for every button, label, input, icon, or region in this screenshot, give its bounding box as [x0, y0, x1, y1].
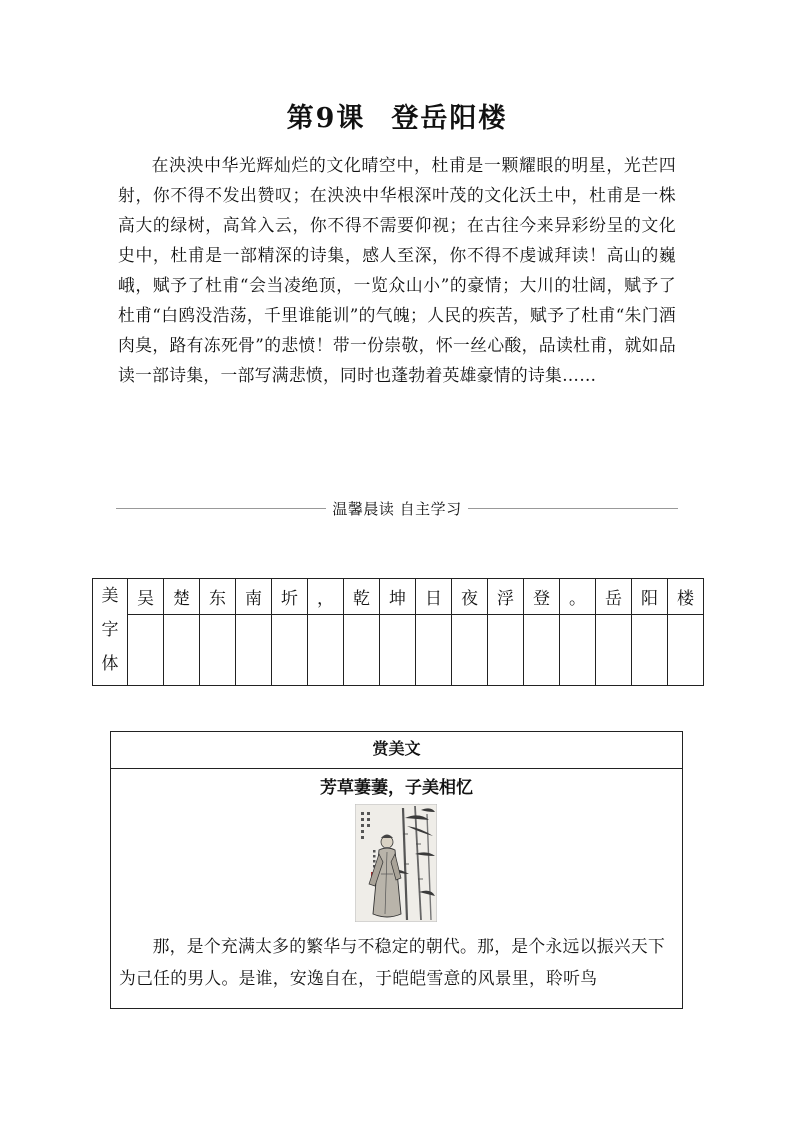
- divider-line-left: [116, 508, 326, 509]
- character-cell: 夜: [452, 579, 488, 615]
- character-cell: 登: [524, 579, 560, 615]
- calligraphy-practice-table: [92, 578, 704, 686]
- du-fu-portrait-image: [355, 804, 437, 922]
- lesson-name: 登岳阳楼: [391, 103, 508, 134]
- practice-cell[interactable]: [632, 615, 668, 686]
- character-cell: 楚: [164, 579, 200, 615]
- character-cell: 浮: [488, 579, 524, 615]
- character-row: [93, 579, 704, 615]
- character-cell: 阳: [632, 579, 668, 615]
- character-cell: 坤: [380, 579, 416, 615]
- lesson-number: 第9课: [286, 103, 366, 134]
- section-divider: [116, 497, 678, 519]
- character-cell: 岳: [596, 579, 632, 615]
- practice-cell[interactable]: [308, 615, 344, 686]
- practice-cell[interactable]: [200, 615, 236, 686]
- practice-cell[interactable]: [452, 615, 488, 686]
- character-cell: ，: [308, 579, 344, 615]
- character-cell: 吴: [128, 579, 164, 615]
- row-label-cell: [93, 579, 128, 686]
- practice-cell[interactable]: [164, 615, 200, 686]
- lesson-title: [0, 96, 794, 135]
- row-label-char: 美: [101, 586, 119, 606]
- practice-cell[interactable]: [668, 615, 704, 686]
- character-cell: 圻: [272, 579, 308, 615]
- section-divider-label: 温馨晨读 自主学习: [332, 499, 462, 518]
- character-cell: 东: [200, 579, 236, 615]
- intro-section: [118, 150, 676, 390]
- practice-cell[interactable]: [596, 615, 632, 686]
- character-cell: 。: [560, 579, 596, 615]
- practice-cell[interactable]: [416, 615, 452, 686]
- practice-cell[interactable]: [236, 615, 272, 686]
- practice-cell[interactable]: [524, 615, 560, 686]
- essay-paragraph: 那，是个充满太多的繁华与不稳定的朝代。那，是个永远以振兴天下为己任的男人。是谁，安逸自在，于皑皑雪意的风景里，聆听鸟: [119, 936, 666, 988]
- essay-title: 芳草萋萋，子美相忆: [320, 778, 473, 798]
- character-cell: 乾: [344, 579, 380, 615]
- character-cell: 楼: [668, 579, 704, 615]
- practice-cell[interactable]: [272, 615, 308, 686]
- practice-cell[interactable]: [488, 615, 524, 686]
- divider-line-right: [468, 508, 678, 509]
- character-cell: 日: [416, 579, 452, 615]
- appreciate-heading: 赏美文: [111, 732, 682, 769]
- appreciate-essay-box: [110, 731, 683, 1009]
- practice-cell[interactable]: [344, 615, 380, 686]
- practice-cell[interactable]: [560, 615, 596, 686]
- intro-paragraph: 在泱泱中华光辉灿烂的文化晴空中，杜甫是一颗耀眼的明星，光芒四射，你不得不发出赞叹；在泱泱中华根深叶茂的文化沃土中，杜甫是一株高大的绿树，高耸入云，你不得不需要仰视；在古往今来异彩纷呈的文化史中，杜甫是一部精深的诗集，感人至深，你不得不虔诚拜读！高山的巍峨，赋予了杜甫“会当凌绝顶，一览众山小”的豪情；大川的壮阔，赋予了杜甫“白鸥没浩荡，千里谁能训”的气魄；人民的疾苦，赋予了杜甫“朱门酒肉臭，路有冻死骨”的悲愤！带一份崇敬，怀一丝心酸，品读杜甫，就如品读一部诗集，一部写满悲愤，同时也蓬勃着英雄豪情的诗集……: [118, 155, 676, 385]
- character-cell: 南: [236, 579, 272, 615]
- practice-row: [93, 615, 704, 686]
- row-label-char: 体: [101, 654, 119, 674]
- practice-cell[interactable]: [380, 615, 416, 686]
- practice-cell[interactable]: [128, 615, 164, 686]
- row-label-char: 字: [101, 620, 119, 640]
